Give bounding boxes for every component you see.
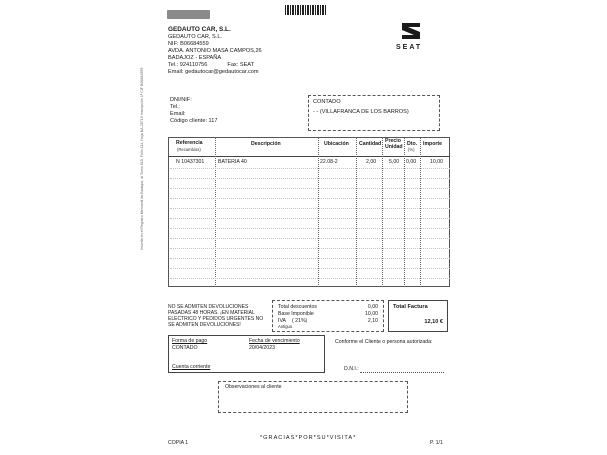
col-divider [318, 137, 319, 287]
total-factura-label: Total Factura [393, 304, 428, 310]
company-tel: Tel.: 924110756 [168, 62, 208, 68]
gracias-text: *GRACIAS*POR*SU*VISITA* [260, 435, 357, 441]
payment-box [168, 335, 325, 373]
table-header-divider [168, 156, 450, 157]
iva-label: IVA [278, 318, 286, 324]
conforme-text: Conforme el Cliente o persona autorizada: [335, 339, 433, 345]
antiguo-label: Antiguo [278, 324, 293, 329]
seat-logo-icon [400, 21, 422, 41]
row-cantidad: 2,00 [366, 159, 377, 165]
empty-row-line [170, 178, 450, 179]
page-number: P. 1/1 [430, 440, 443, 446]
barcode [285, 5, 327, 15]
total-descuentos-value: 0,00 [367, 304, 378, 310]
empty-row-line [170, 188, 450, 189]
total-descuentos-label: Total descuentos [278, 304, 317, 310]
client-code: Código cliente: 117 [170, 118, 218, 124]
forma-pago-value: CONTADO [172, 345, 198, 351]
header-cantidad: Cantidad [359, 141, 382, 147]
total-factura-box [388, 300, 448, 332]
empty-row-line [170, 228, 450, 229]
client-tel: Tel.: [170, 104, 181, 110]
client-email: Email: [170, 111, 186, 117]
empty-row-line [170, 278, 450, 279]
header-referencia-sub: (Recambios) [177, 147, 201, 152]
company-city: BADAJOZ - ESPAÑA [168, 55, 222, 61]
register-side-text: Inscrita en el Registro Mercantil de Badajoz, al Tomo 615, Folio 114, Hoja BA-28719 Inscripción 1ª CIF B06684559 [140, 67, 144, 250]
company-fax: Fax: SEAT [227, 62, 255, 68]
company-address: AVDA. ANTONIO MASA CAMPOS,26 [168, 48, 262, 54]
company-name: GEDAUTO CAR, S.L. [168, 26, 231, 33]
company-email: Email: gedautocar@gedautocar.com [168, 69, 259, 75]
header-stamp [167, 10, 210, 19]
row-ubicacion: 22.08-2 [320, 159, 338, 165]
observaciones-label: Observaciones al cliente [225, 384, 282, 390]
empty-row-line [170, 218, 450, 219]
empty-row-line [170, 238, 450, 239]
row-importe: 10,00 [430, 159, 443, 165]
dni-label: D.N.I.: [344, 366, 359, 372]
base-imponible-value: 10,00 [365, 311, 378, 317]
forma-pago-label: Forma de pago [172, 338, 208, 344]
copia-label: COPIA 1 [168, 440, 189, 446]
empty-row-line [170, 208, 450, 209]
header-dto: Dto. [407, 141, 418, 147]
col-divider [420, 137, 421, 287]
contact-label: CONTADO [313, 99, 341, 105]
row-precio: 5,00 [389, 159, 400, 165]
company-block [168, 26, 308, 76]
total-factura-value: 12,10 € [424, 319, 443, 325]
empty-row-line [170, 268, 450, 269]
header-importe: Importe [423, 141, 443, 147]
empty-row-line [170, 258, 450, 259]
header-ubicacion: Ubicación [324, 141, 349, 147]
iva-value: 2,10 [367, 318, 378, 324]
col-divider [215, 137, 216, 287]
base-imponible-label: Base Imponible [278, 311, 314, 317]
iva-rate: ( 21%) [292, 318, 308, 324]
col-divider [356, 137, 357, 287]
empty-row-line [170, 168, 450, 169]
company-nif: NIF: B06684559 [168, 41, 209, 47]
contact-address: - - (VILLAFRANCA DE LOS BARROS) [313, 109, 409, 115]
col-divider [382, 137, 383, 287]
client-block [170, 97, 217, 125]
cuenta-corriente-label: Cuenta corriente [172, 364, 211, 370]
returns-notice: NO SE ADMITEN DEVOLUCIONES PASADAS 48 HORAS. ¡EN MATERIAL ELECTRICO Y PEDIDOS URGENTES NO SE ADMITEN DEVOLUCIONES! [168, 304, 264, 328]
header-dto-sub: (%) [408, 147, 415, 152]
row-referencia: N 10437301 [176, 159, 205, 165]
contact-box [308, 95, 440, 131]
fecha-vencimiento-value: 20/04/2023 [249, 345, 275, 351]
dni-line [360, 372, 444, 373]
empty-row-line [170, 248, 450, 249]
header-precio: Precio Unidad [385, 138, 403, 150]
row-descripcion: BATERIA 40 [218, 159, 247, 165]
header-referencia: Referencia [176, 140, 203, 146]
header-descripcion: Descripción [251, 141, 281, 147]
totals-breakdown-box [272, 300, 384, 332]
row-dto: 0,00 [406, 159, 417, 165]
col-divider [404, 137, 405, 287]
empty-row-line [170, 198, 450, 199]
client-dni: DNI/NIF: [170, 97, 192, 103]
seat-logo-text: SEAT [396, 44, 423, 51]
observaciones-box [218, 381, 408, 413]
company-line2: GEDAUTO CAR, S.L. [168, 34, 222, 40]
fecha-vencimiento-label: Fecha de vencimiento [249, 338, 300, 344]
